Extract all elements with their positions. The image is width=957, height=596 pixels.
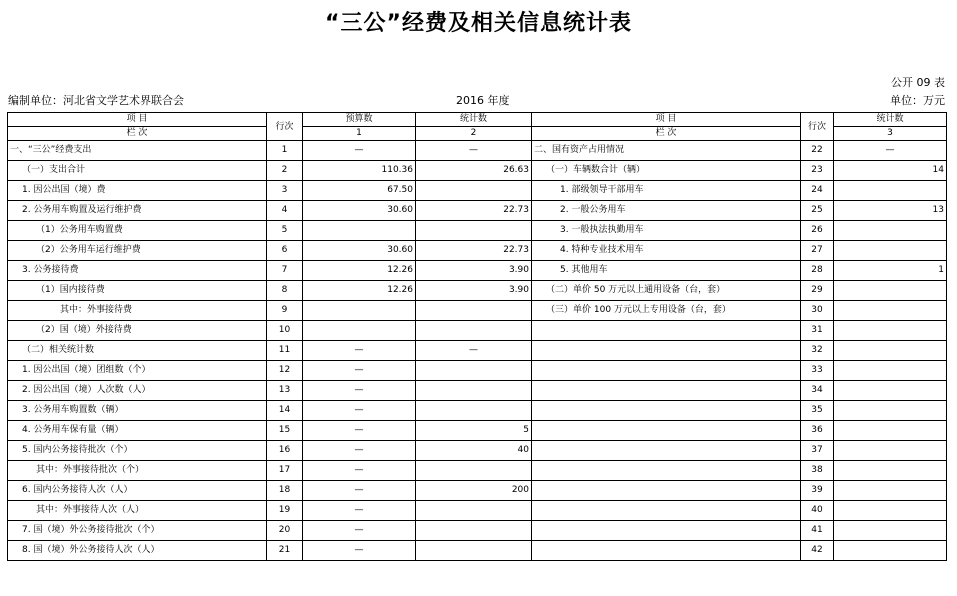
stat-value-right	[834, 381, 947, 401]
table-row	[8, 281, 947, 301]
stat-value-left: 3.90	[416, 281, 532, 301]
table-row	[8, 341, 947, 361]
stat-value-right: 13	[834, 201, 947, 221]
left-item-label: 6. 国内公务接待人次（人）	[8, 481, 267, 501]
left-item-label: 5. 国内公务接待批次（个）	[8, 441, 267, 461]
budget-value: —	[303, 441, 416, 461]
stat-value-right	[834, 521, 947, 541]
stat-value-left: 200	[416, 481, 532, 501]
form-number: 公开 09 表	[891, 76, 945, 89]
header-item-right: 项 目	[532, 113, 801, 127]
right-row-number: 29	[801, 281, 834, 301]
table-row	[8, 541, 947, 561]
right-item-label	[532, 421, 801, 441]
left-item-label: 2. 因公出国（境）人次数（人）	[8, 381, 267, 401]
budget-value: 12.26	[303, 281, 416, 301]
stat-value-left: 26.63	[416, 161, 532, 181]
stat-value-left	[416, 181, 532, 201]
header-row-no-left: 行次	[267, 113, 303, 141]
right-item-label	[532, 521, 801, 541]
right-row-number: 35	[801, 401, 834, 421]
stat-value-right	[834, 281, 947, 301]
right-row-number: 37	[801, 441, 834, 461]
stat-value-right: —	[834, 141, 947, 161]
left-item-label: 一、“三公”经费支出	[8, 141, 267, 161]
budget-value: —	[303, 421, 416, 441]
stat-value-right	[834, 321, 947, 341]
right-item-label: 二、国有资产占用情况	[532, 141, 801, 161]
right-item-label	[532, 341, 801, 361]
budget-value: —	[303, 521, 416, 541]
header-seq-left: 栏 次	[8, 127, 267, 141]
stat-value-left: —	[416, 341, 532, 361]
right-row-number: 33	[801, 361, 834, 381]
left-row-number: 11	[267, 341, 303, 361]
budget-value: 67.50	[303, 181, 416, 201]
left-item-label: 8. 国（境）外公务接待人次（人）	[8, 541, 267, 561]
table-row	[8, 161, 947, 181]
header-col-2: 2	[416, 127, 532, 141]
table-row	[8, 301, 947, 321]
right-row-number: 23	[801, 161, 834, 181]
stat-value-right	[834, 421, 947, 441]
right-row-number: 40	[801, 501, 834, 521]
page-title: “三公”经费及相关信息统计表	[325, 11, 632, 36]
right-row-number: 24	[801, 181, 834, 201]
right-item-label	[532, 361, 801, 381]
left-row-number: 1	[267, 141, 303, 161]
left-item-label: （1）国内接待费	[8, 281, 267, 301]
stat-value-left	[416, 321, 532, 341]
stat-value-left	[416, 461, 532, 481]
left-row-number: 16	[267, 441, 303, 461]
budget-value	[303, 301, 416, 321]
header-seq-right: 栏 次	[532, 127, 801, 141]
left-row-number: 8	[267, 281, 303, 301]
stat-value-left: 22.73	[416, 241, 532, 261]
right-item-label	[532, 381, 801, 401]
stat-value-right	[834, 461, 947, 481]
left-item-label: 1. 因公出国（境）费	[8, 181, 267, 201]
left-row-number: 13	[267, 381, 303, 401]
stat-value-right	[834, 181, 947, 201]
table-row	[8, 421, 947, 441]
stat-value-left	[416, 381, 532, 401]
left-row-number: 14	[267, 401, 303, 421]
table-row	[8, 441, 947, 461]
left-item-label: 3. 公务用车购置数（辆）	[8, 401, 267, 421]
right-item-label: （三）单价 100 万元以上专用设备（台，套）	[532, 301, 801, 321]
right-item-label: 5. 其他用车	[532, 261, 801, 281]
right-row-number: 42	[801, 541, 834, 561]
stat-value-left	[416, 521, 532, 541]
budget-value: —	[303, 381, 416, 401]
left-row-number: 10	[267, 321, 303, 341]
table-row	[8, 201, 947, 221]
left-item-label: （1）公务用车购置费	[8, 221, 267, 241]
right-row-number: 30	[801, 301, 834, 321]
left-item-label: 其中：外事接待费	[8, 301, 267, 321]
right-item-label	[532, 461, 801, 481]
stat-value-right	[834, 481, 947, 501]
budget-value: —	[303, 461, 416, 481]
budget-value: —	[303, 141, 416, 161]
stat-value-right	[834, 221, 947, 241]
right-row-number: 38	[801, 461, 834, 481]
stat-value-right	[834, 441, 947, 461]
budget-value: —	[303, 361, 416, 381]
table-row	[8, 181, 947, 201]
left-row-number: 5	[267, 221, 303, 241]
budget-value: —	[303, 341, 416, 361]
right-item-label: 2. 一般公务用车	[532, 201, 801, 221]
currency-unit: 单位：万元	[890, 94, 945, 107]
header-col-3: 3	[834, 127, 947, 141]
right-row-number: 22	[801, 141, 834, 161]
table-row	[8, 521, 947, 541]
stat-value-right	[834, 501, 947, 521]
right-row-number: 34	[801, 381, 834, 401]
right-item-label: （二）单价 50 万元以上通用设备（台，套）	[532, 281, 801, 301]
table-row	[8, 401, 947, 421]
table-row	[8, 481, 947, 501]
left-row-number: 6	[267, 241, 303, 261]
stat-value-left	[416, 541, 532, 561]
table-row	[8, 461, 947, 481]
header-row	[8, 113, 947, 127]
left-row-number: 15	[267, 421, 303, 441]
right-row-number: 36	[801, 421, 834, 441]
budget-value: 30.60	[303, 201, 416, 221]
left-row-number: 12	[267, 361, 303, 381]
table-row	[8, 261, 947, 281]
stat-value-right	[834, 301, 947, 321]
stat-value-left: 3.90	[416, 261, 532, 281]
fiscal-year: 2016 年度	[456, 94, 510, 107]
header-col-1: 1	[303, 127, 416, 141]
table-row	[8, 221, 947, 241]
left-row-number: 7	[267, 261, 303, 281]
right-row-number: 27	[801, 241, 834, 261]
budget-value: —	[303, 501, 416, 521]
left-row-number: 18	[267, 481, 303, 501]
budget-value: 110.36	[303, 161, 416, 181]
budget-value: —	[303, 541, 416, 561]
right-item-label	[532, 501, 801, 521]
stat-value-right	[834, 341, 947, 361]
statistics-table	[7, 112, 947, 561]
left-item-label: （2）国（境）外接待费	[8, 321, 267, 341]
left-row-number: 21	[267, 541, 303, 561]
right-row-number: 26	[801, 221, 834, 241]
left-item-label: 3. 公务接待费	[8, 261, 267, 281]
right-row-number: 32	[801, 341, 834, 361]
header-stat-right: 统计数	[834, 113, 947, 127]
stat-value-left: 40	[416, 441, 532, 461]
right-item-label: 3. 一般执法执勤用车	[532, 221, 801, 241]
stat-value-left: 22.73	[416, 201, 532, 221]
stat-value-right	[834, 241, 947, 261]
stat-value-left	[416, 401, 532, 421]
budget-value	[303, 321, 416, 341]
table-row	[8, 501, 947, 521]
table-row	[8, 241, 947, 261]
table-row	[8, 381, 947, 401]
stat-value-left: —	[416, 141, 532, 161]
left-item-label: （一）支出合计	[8, 161, 267, 181]
right-item-label	[532, 441, 801, 461]
right-row-number: 31	[801, 321, 834, 341]
left-item-label: 其中：外事接待人次（人）	[8, 501, 267, 521]
budget-value: 12.26	[303, 261, 416, 281]
left-row-number: 9	[267, 301, 303, 321]
left-item-label: 7. 国（境）外公务接待批次（个）	[8, 521, 267, 541]
left-item-label: 1. 因公出国（境）团组数（个）	[8, 361, 267, 381]
right-row-number: 41	[801, 521, 834, 541]
left-item-label: 其中：外事接待批次（个）	[8, 461, 267, 481]
table-row	[8, 361, 947, 381]
header-item-left: 项 目	[8, 113, 267, 127]
budget-value: 30.60	[303, 241, 416, 261]
budget-value: —	[303, 401, 416, 421]
budget-value: —	[303, 481, 416, 501]
stat-value-left	[416, 221, 532, 241]
right-item-label: 1. 部级领导干部用车	[532, 181, 801, 201]
right-item-label	[532, 481, 801, 501]
left-item-label: 2. 公务用车购置及运行维护费	[8, 201, 267, 221]
right-row-number: 28	[801, 261, 834, 281]
header-stat-left: 统计数	[416, 113, 532, 127]
stat-value-right	[834, 541, 947, 561]
left-row-number: 20	[267, 521, 303, 541]
stat-value-left	[416, 301, 532, 321]
left-item-label: 4. 公务用车保有量（辆）	[8, 421, 267, 441]
left-item-label: （2）公务用车运行维护费	[8, 241, 267, 261]
right-item-label	[532, 541, 801, 561]
stat-value-right	[834, 361, 947, 381]
right-row-number: 39	[801, 481, 834, 501]
left-row-number: 19	[267, 501, 303, 521]
left-row-number: 2	[267, 161, 303, 181]
left-row-number: 3	[267, 181, 303, 201]
stat-value-right	[834, 401, 947, 421]
right-item-label	[532, 401, 801, 421]
right-item-label: 4. 特种专业技术用车	[532, 241, 801, 261]
stat-value-left: 5	[416, 421, 532, 441]
stat-value-left	[416, 361, 532, 381]
left-item-label: （二）相关统计数	[8, 341, 267, 361]
right-item-label: （一）车辆数合计（辆）	[532, 161, 801, 181]
table-row	[8, 321, 947, 341]
left-row-number: 4	[267, 201, 303, 221]
right-item-label	[532, 321, 801, 341]
stat-value-left	[416, 501, 532, 521]
right-row-number: 25	[801, 201, 834, 221]
header-budget: 预算数	[303, 113, 416, 127]
left-row-number: 17	[267, 461, 303, 481]
header-row-no-right: 行次	[801, 113, 834, 141]
stat-value-right: 14	[834, 161, 947, 181]
table-row	[8, 141, 947, 161]
reporting-unit: 编制单位：河北省文学艺术界联合会	[8, 94, 184, 107]
stat-value-right: 1	[834, 261, 947, 281]
budget-value	[303, 221, 416, 241]
